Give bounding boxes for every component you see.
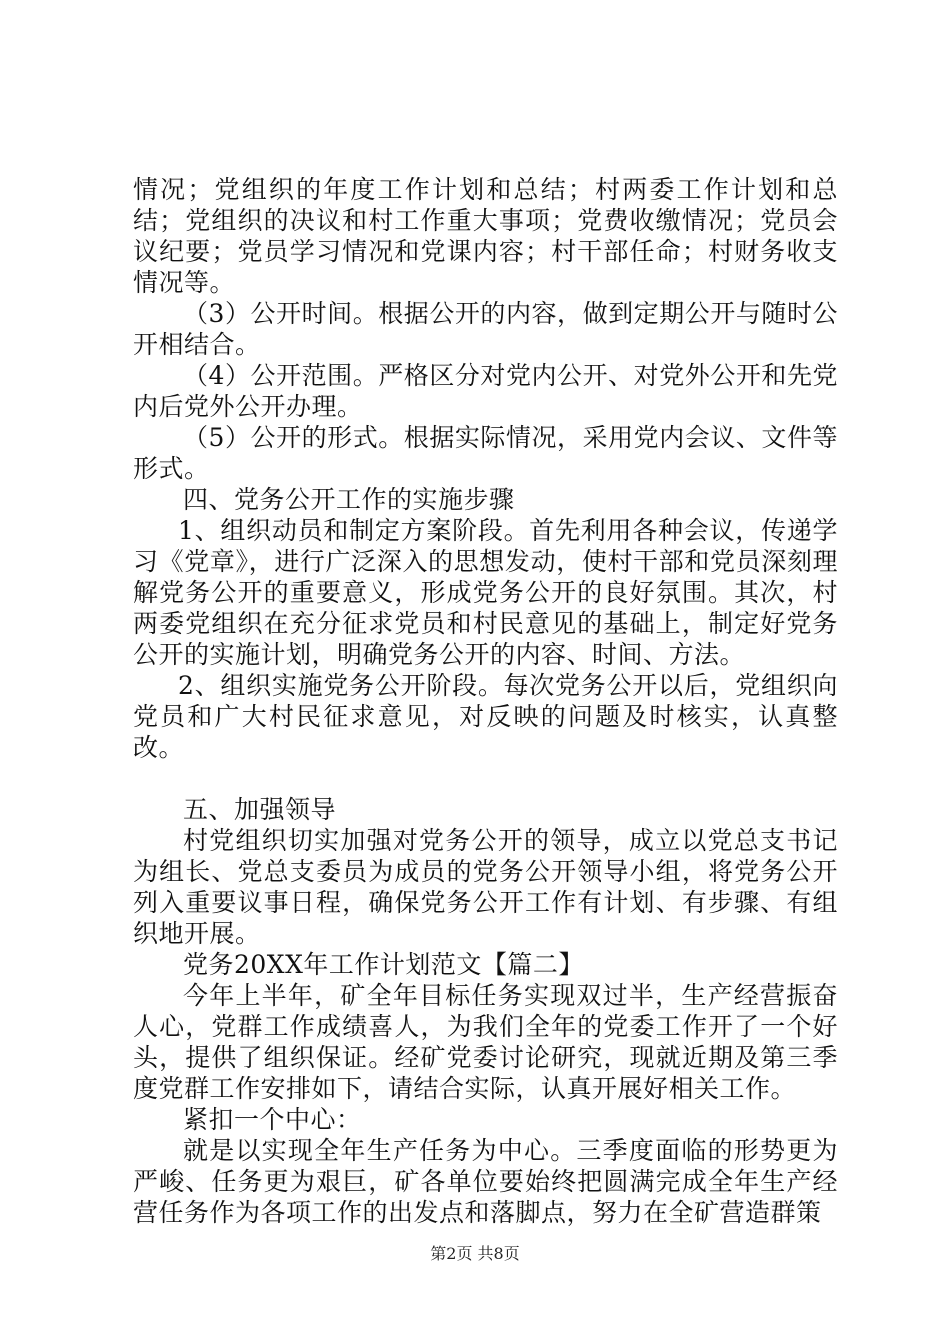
paragraph-disclosure-time: （3）公开时间。根据公开的内容，做到定期公开与随时公开相结合。 bbox=[133, 299, 838, 359]
paragraph-disclosure-scope: （4）公开范围。严格区分对党内公开、对党外公开和先党内后党外公开办理。 bbox=[133, 361, 838, 421]
document-body bbox=[133, 174, 838, 1228]
section-heading-part-two: 党务20XX年工作计划范文【篇二】 bbox=[183, 950, 584, 979]
paragraph-disclosure-content-list: 情况；党组织的年度工作计划和总结；村两委工作计划和总结；党组织的决议和村工作重大事项；党费收缴情况；党员会议纪要；党员学习情况和党课内容；村干部任命；村财务收支情况等。 bbox=[133, 175, 838, 297]
paragraph-production-center: 就是以实现全年生产任务为中心。三季度面临的形势更为严峻、任务更为艰巨，矿各单位要始终把圆满完成全年生产经营任务作为各项工作的出发点和落脚点，努力在全矿营造群策 bbox=[133, 1136, 838, 1227]
blank-line bbox=[133, 763, 838, 794]
section-heading-implementation-steps: 四、党务公开工作的实施步骤 bbox=[183, 485, 515, 514]
section-heading-one-center: 紧扣一个中心： bbox=[183, 1105, 362, 1134]
section-heading-leadership: 五、加强领导 bbox=[183, 795, 337, 824]
paragraph-leadership: 村党组织切实加强对党务公开的领导，成立以党总支书记为组长、党总支委员为成员的党务公开领导小组，将党务公开列入重要议事日程，确保党务公开工作有计划、有步骤、有组织地开展。 bbox=[133, 826, 838, 948]
page-number-footer: 第2页 共8页 bbox=[430, 1244, 520, 1263]
paragraph-disclosure-form: （5）公开的形式。根据实际情况，采用党内会议、文件等形式。 bbox=[133, 423, 838, 483]
paragraph-step-1: 1、组织动员和制定方案阶段。首先利用各种会议，传递学习《党章》，进行广泛深入的思想发动，使村干部和党员深刻理解党务公开的重要意义，形成党务公开的良好氛围。其次，村两委党组织在充分征求党员和村民意见的基础上，制定好党务公开的实施计划，明确党务公开的内容、时间、方法。 bbox=[133, 516, 838, 669]
paragraph-first-half-summary: 今年上半年，矿全年目标任务实现双过半，生产经营振奋人心，党群工作成绩喜人，为我们全年的党委工作开了一个好头，提供了组织保证。经矿党委讨论研究，现就近期及第三季度党群工作安排如下，请结合实际，认真开展好相关工作。 bbox=[133, 981, 838, 1103]
paragraph-step-2: 2、组织实施党务公开阶段。每次党务公开以后，党组织向党员和广大村民征求意见，对反映的问题及时核实，认真整改。 bbox=[133, 671, 838, 762]
